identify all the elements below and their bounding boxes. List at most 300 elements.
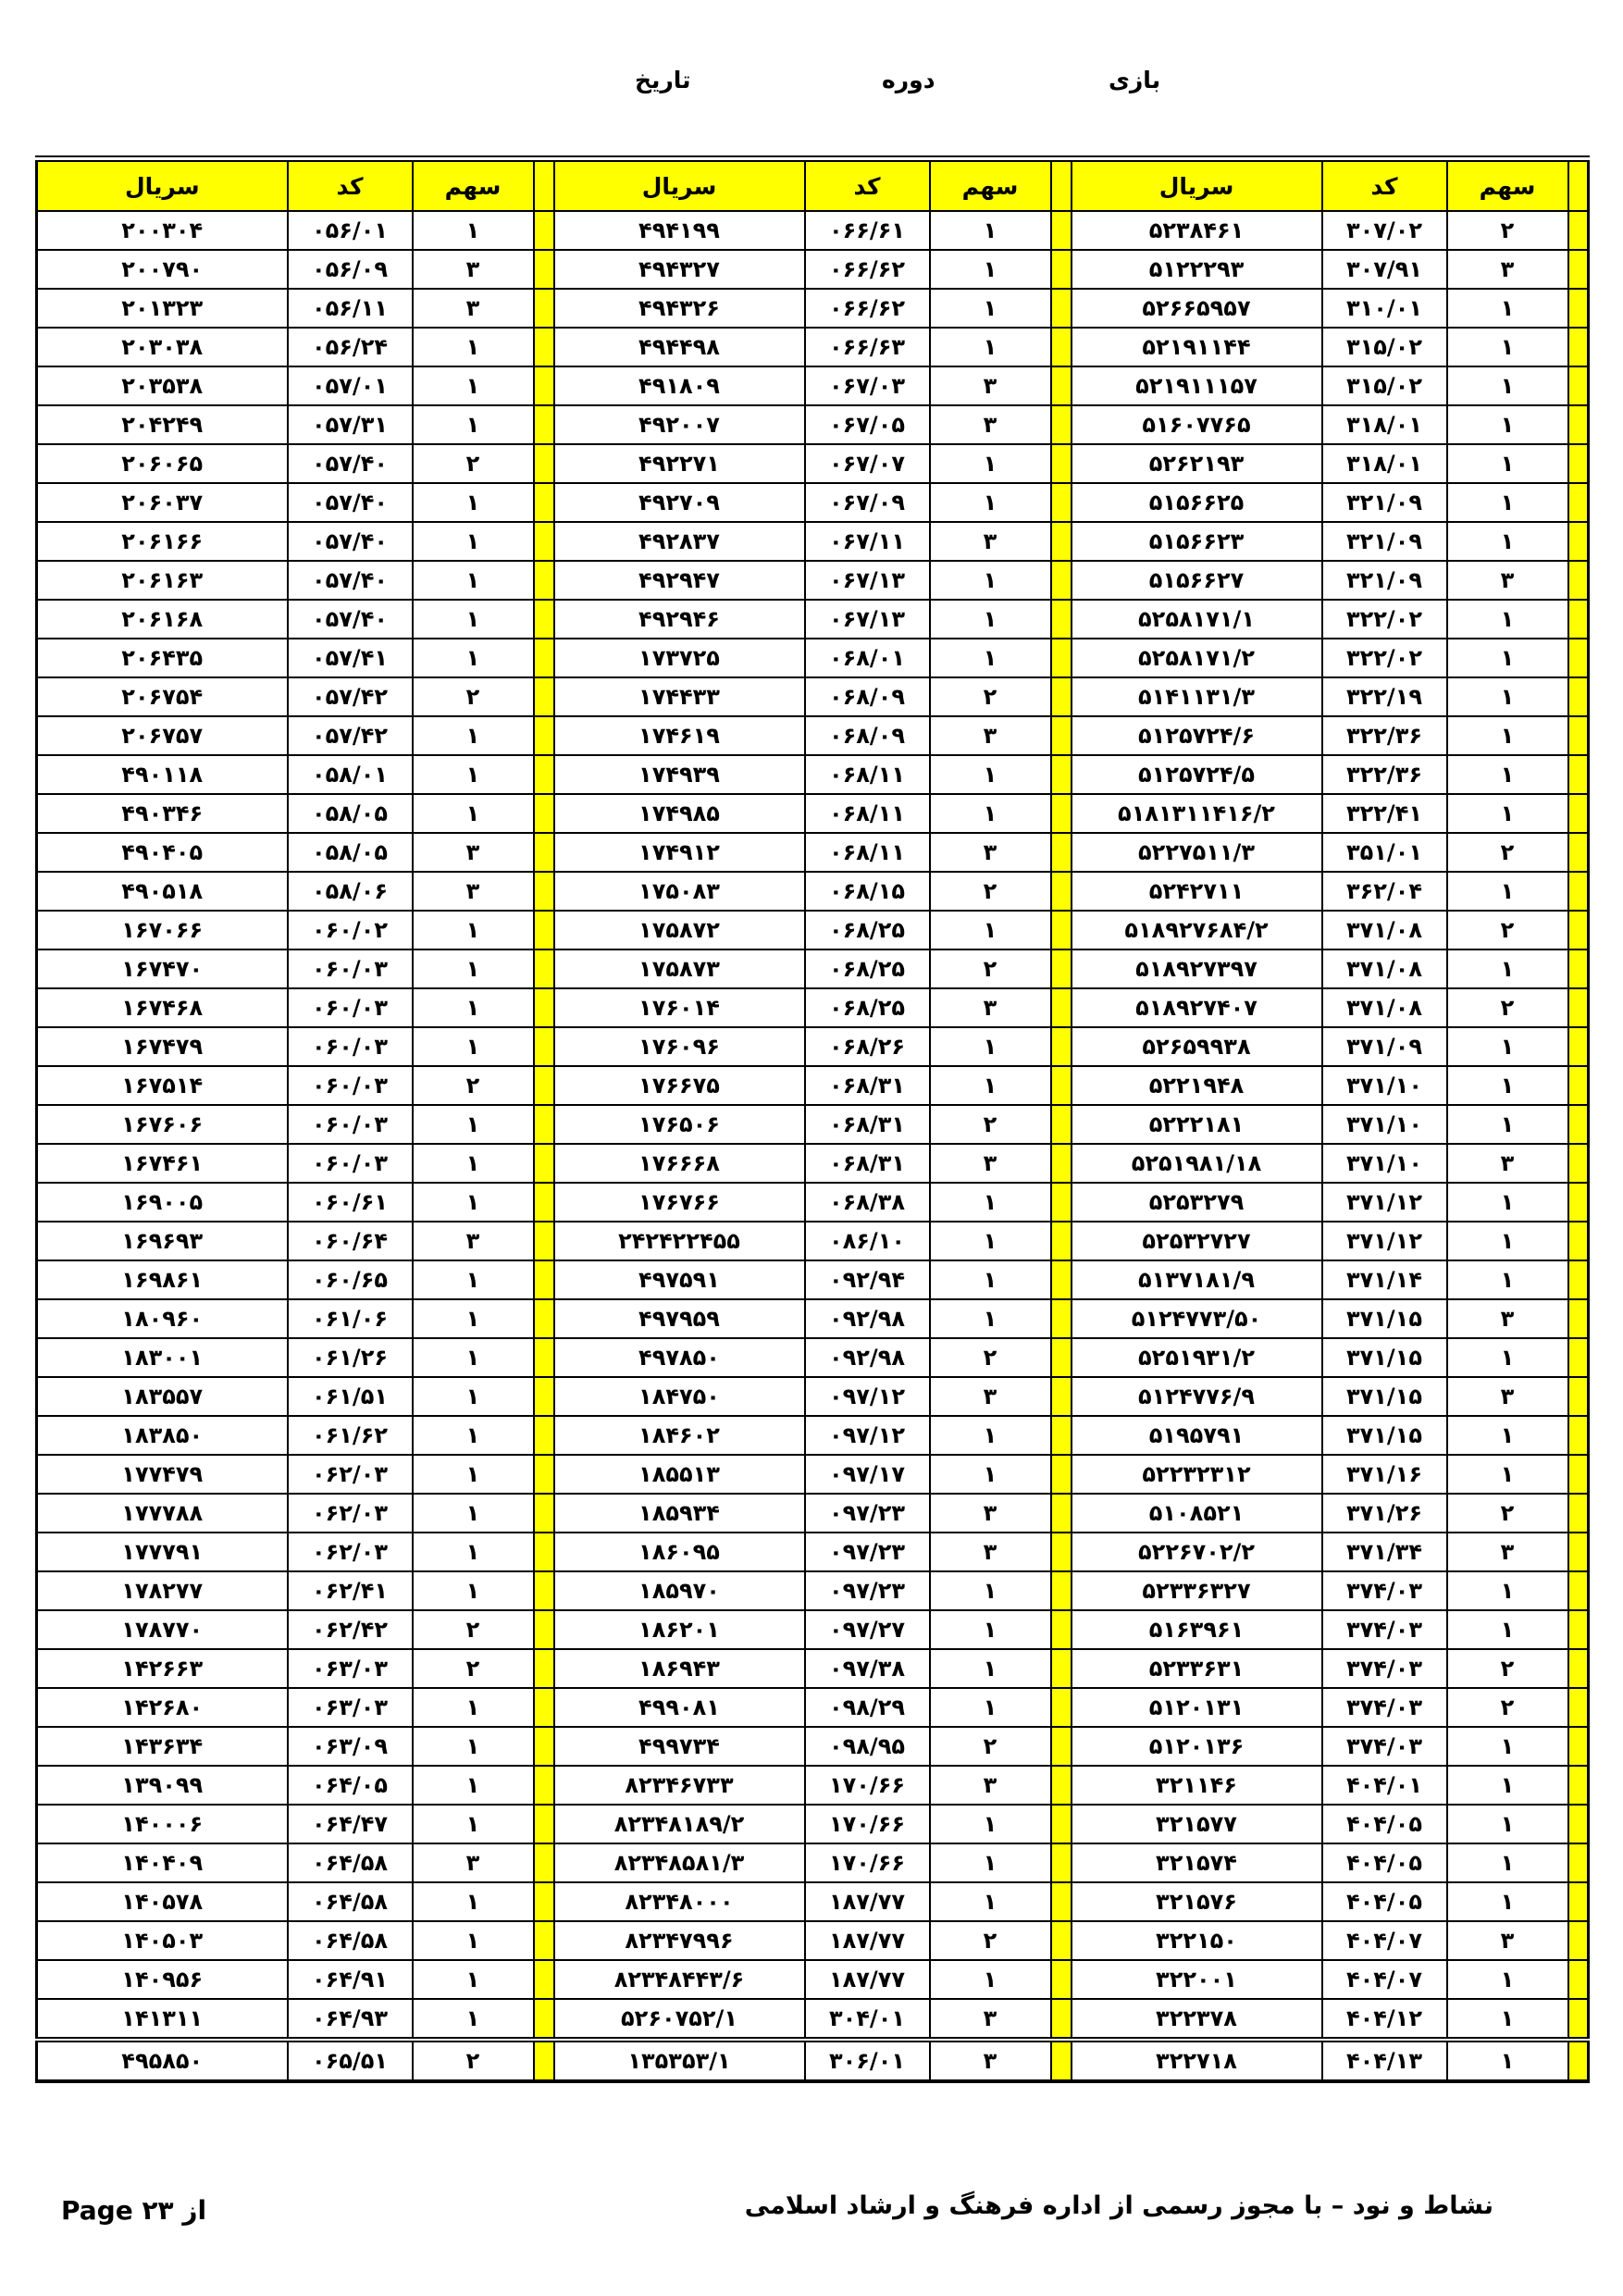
code-cell: ۰۹۷/۱۲ [805,1377,930,1416]
separator-cell [1568,405,1589,444]
code-cell: ۳۷۴/۰۳ [1322,1610,1447,1649]
share-cell: ۳ [413,250,534,289]
code-cell: ۰۶۷/۰۵ [805,405,930,444]
share-cell: ۳ [1447,1377,1568,1416]
code-cell: ۰۶۸/۱۱ [805,833,930,872]
serial-cell: ۱۶۷۴۶۸ [37,988,288,1027]
separator-cell [534,1766,554,1805]
serial-cell: ۸۲۳۴۸۴۴۳/۶ [554,1960,805,1999]
code-cell: ۰۶۱/۲۶ [288,1338,413,1377]
share-cell: ۱ [413,600,534,639]
code-cell: ۰۶۴/۹۳ [288,1999,413,2040]
separator-cell [1051,1882,1072,1921]
share-header: سهم [1447,159,1568,212]
separator-cell [534,1416,554,1455]
share-cell: ۳ [930,405,1051,444]
share-cell: ۱ [413,1727,534,1766]
code-cell: ۰۵۷/۰۱ [288,366,413,405]
serial-cell: ۴۹۱۸۰۹ [554,366,805,405]
serial-cell: ۱۶۹۸۶۱ [37,1260,288,1299]
serial-cell: ۱۷۵۰۸۳ [554,872,805,911]
code-cell: ۳۰۶/۰۱ [805,2040,930,2081]
separator-cell [1568,1960,1589,1999]
serial-cell: ۲۰۰۷۹۰ [37,250,288,289]
code-cell: ۰۶۴/۹۱ [288,1960,413,1999]
share-cell: ۱ [930,1455,1051,1494]
serial-cell: ۵۲۵۳۲۷۹ [1072,1183,1322,1222]
code-cell: ۰۶۸/۱۱ [805,794,930,833]
serial-cell: ۵۲۵۸۱۷۱/۲ [1072,639,1322,677]
serial-cell: ۱۸۳۸۵۰ [37,1416,288,1455]
table-row [37,1649,1589,1688]
separator-cell [534,250,554,289]
serial-cell: ۵۲۶۵۹۹۳۸ [1072,1027,1322,1066]
separator-cell [1568,639,1589,677]
code-cell: ۳۷۱/۱۵ [1322,1338,1447,1377]
code-cell: ۳۷۱/۱۴ [1322,1260,1447,1299]
separator-cell [1568,1610,1589,1649]
separator-cell [1051,1766,1072,1805]
share-cell: ۲ [413,1066,534,1105]
share-cell: ۲ [413,1610,534,1649]
code-cell: ۳۲۲/۰۲ [1322,639,1447,677]
code-cell: ۳۶۲/۰۴ [1322,872,1447,911]
separator-cell [1568,1843,1589,1882]
code-cell: ۳۲۲/۱۹ [1322,677,1447,716]
separator-cell [534,405,554,444]
share-cell: ۱ [413,1494,534,1533]
separator-cell [1568,1260,1589,1299]
code-cell: ۰۶۲/۰۳ [288,1494,413,1533]
separator-cell [1051,2040,1072,2081]
code-cell: ۰۶۸/۱۱ [805,755,930,794]
code-cell: ۰۶۸/۱۵ [805,872,930,911]
share-cell: ۱ [930,328,1051,366]
serial-cell: ۴۹۲۸۳۷ [554,522,805,561]
serial-cell: ۵۱۲۴۷۷۶/۹ [1072,1377,1322,1416]
share-cell: ۱ [413,639,534,677]
serial-cell: ۵۲۲۳۲۳۱۲ [1072,1455,1322,1494]
code-cell: ۰۶۷/۱۳ [805,561,930,600]
serial-cell: ۵۱۲۵۷۲۴/۶ [1072,716,1322,755]
table-row [37,1299,1589,1338]
serial-cell: ۵۲۳۳۶۳۲۷ [1072,1571,1322,1610]
separator-cell [1051,716,1072,755]
serial-cell: ۵۱۵۶۶۲۷ [1072,561,1322,600]
separator-cell [534,211,554,250]
separator-cell [534,794,554,833]
code-cell: ۰۶۴/۵۸ [288,1921,413,1960]
separator-cell [1051,1377,1072,1416]
share-cell: ۳ [1447,1921,1568,1960]
share-cell: ۱ [413,1766,534,1805]
share-cell: ۱ [413,1338,534,1377]
serial-cell: ۱۷۴۹۳۹ [554,755,805,794]
table-row [37,949,1589,988]
table-row [37,1999,1589,2040]
share-cell: ۲ [413,444,534,483]
share-cell: ۱ [1447,716,1568,755]
share-cell: ۲ [1447,911,1568,949]
code-cell: ۰۶۵/۵۱ [288,2040,413,2081]
code-cell: ۳۲۱/۰۹ [1322,561,1447,600]
separator-cell [1051,755,1072,794]
code-cell: ۰۶۲/۰۳ [288,1533,413,1571]
separator-cell [534,949,554,988]
serial-cell: ۵۱۶۰۷۷۶۵ [1072,405,1322,444]
separator-header [1568,159,1589,212]
separator-cell [1568,1338,1589,1377]
share-cell: ۱ [1447,1105,1568,1144]
table-row [37,1105,1589,1144]
share-cell: ۲ [413,2040,534,2081]
code-cell: ۳۷۱/۰۹ [1322,1027,1447,1066]
separator-cell [534,1183,554,1222]
serial-cell: ۱۸۵۵۱۳ [554,1455,805,1494]
share-cell: ۱ [413,366,534,405]
separator-cell [534,328,554,366]
share-cell: ۳ [930,988,1051,1027]
table-row [37,366,1589,405]
serial-cell: ۴۹۲۷۰۹ [554,483,805,522]
serial-cell: ۱۷۸۷۷۰ [37,1610,288,1649]
separator-cell [534,522,554,561]
code-cell: ۰۵۷/۴۰ [288,522,413,561]
table-row [37,2040,1589,2081]
code-cell: ۰۹۷/۱۷ [805,1455,930,1494]
serial-cell: ۴۹۲۹۴۶ [554,600,805,639]
serial-code-share-table [35,155,1590,2083]
code-cell: ۰۶۰/۶۱ [288,1183,413,1222]
code-cell: ۰۶۶/۶۳ [805,328,930,366]
serial-cell: ۳۲۱۵۷۷ [1072,1805,1322,1843]
code-cell: ۱۷۰/۶۶ [805,1766,930,1805]
share-cell: ۳ [413,872,534,911]
separator-cell [1051,600,1072,639]
share-cell: ۲ [413,1649,534,1688]
share-cell: ۱ [413,522,534,561]
code-cell: ۰۹۲/۹۸ [805,1338,930,1377]
separator-cell [534,716,554,755]
table-row [37,1027,1589,1066]
code-cell: ۰۵۸/۰۶ [288,872,413,911]
share-cell: ۲ [930,1727,1051,1766]
share-cell: ۱ [413,911,534,949]
serial-cell: ۱۶۷۴۶۱ [37,1144,288,1183]
code-cell: ۳۲۱/۰۹ [1322,483,1447,522]
serial-cell: ۱۸۳۰۰۱ [37,1338,288,1377]
serial-cell: ۸۲۳۴۸۵۸۱/۳ [554,1843,805,1882]
separator-cell [534,1260,554,1299]
share-cell: ۱ [930,1610,1051,1649]
share-cell: ۱ [1447,794,1568,833]
separator-cell [534,444,554,483]
separator-cell [1568,444,1589,483]
share-cell: ۲ [1447,211,1568,250]
serial-cell: ۱۴۰۰۰۶ [37,1805,288,1843]
code-cell: ۰۹۷/۳۸ [805,1649,930,1688]
serial-cell: ۵۲۴۲۷۱۱ [1072,872,1322,911]
share-cell: ۱ [413,794,534,833]
table-row [37,1455,1589,1494]
share-cell: ۱ [413,1571,534,1610]
separator-cell [1568,755,1589,794]
share-cell: ۳ [413,1843,534,1882]
code-cell: ۰۶۰/۶۵ [288,1260,413,1299]
serial-cell: ۵۲۶۰۷۵۲/۱ [554,1999,805,2040]
code-cell: ۳۰۴/۰۱ [805,1999,930,2040]
separator-cell [1051,639,1072,677]
date-label: تاریخ [635,67,691,93]
serial-cell: ۵۱۸۹۲۷۴۰۷ [1072,988,1322,1027]
serial-cell: ۲۰۶۰۶۵ [37,444,288,483]
serial-cell: ۱۷۷۷۸۸ [37,1494,288,1533]
separator-cell [1568,1649,1589,1688]
code-cell: ۰۵۷/۴۱ [288,639,413,677]
table-row [37,1416,1589,1455]
serial-cell: ۱۸۳۵۵۷ [37,1377,288,1416]
serial-cell: ۴۹۹۰۸۱ [554,1688,805,1727]
table-row [37,1066,1589,1105]
serial-cell: ۵۲۵۱۹۸۱/۱۸ [1072,1144,1322,1183]
separator-cell [1568,794,1589,833]
table-row [37,444,1589,483]
code-cell: ۰۶۰/۶۴ [288,1222,413,1260]
separator-cell [1568,600,1589,639]
code-cell: ۰۶۰/۰۲ [288,911,413,949]
serial-cell: ۴۹۲۲۷۱ [554,444,805,483]
share-cell: ۱ [1447,1610,1568,1649]
serial-cell: ۳۲۲۰۰۱ [1072,1960,1322,1999]
separator-cell [534,1921,554,1960]
separator-cell [1051,1688,1072,1727]
share-cell: ۲ [930,949,1051,988]
share-cell: ۱ [1447,1843,1568,1882]
share-cell: ۱ [413,1105,534,1144]
serial-cell: ۱۷۵۸۷۲ [554,911,805,949]
separator-cell [1051,366,1072,405]
serial-cell: ۲۰۳۰۳۸ [37,328,288,366]
serial-cell: ۱۴۲۶۶۳ [37,1649,288,1688]
share-cell: ۳ [1447,561,1568,600]
share-cell: ۱ [930,1027,1051,1066]
serial-cell: ۱۴۰۹۵۶ [37,1960,288,1999]
code-cell: ۰۶۸/۲۵ [805,988,930,1027]
separator-cell [1568,1416,1589,1455]
share-cell: ۳ [1447,1533,1568,1571]
share-cell: ۱ [1447,639,1568,677]
code-cell: ۱۷۰/۶۶ [805,1805,930,1843]
table-row [37,1727,1589,1766]
separator-cell [1568,289,1589,328]
serial-cell: ۱۷۵۸۷۳ [554,949,805,988]
share-cell: ۱ [1447,289,1568,328]
separator-cell [534,911,554,949]
code-cell: ۱۸۷/۷۷ [805,1921,930,1960]
serial-cell: ۱۸۴۷۵۰ [554,1377,805,1416]
share-cell: ۱ [1447,677,1568,716]
share-cell: ۱ [413,1960,534,1999]
separator-cell [534,1999,554,2040]
serial-cell: ۲۰۶۷۵۴ [37,677,288,716]
table-row [37,833,1589,872]
share-cell: ۳ [930,716,1051,755]
share-cell: ۱ [930,600,1051,639]
share-header: سهم [930,159,1051,212]
serial-cell: ۴۹۴۳۲۷ [554,250,805,289]
serial-cell: ۱۷۴۴۳۳ [554,677,805,716]
code-cell: ۳۷۱/۱۰ [1322,1105,1447,1144]
separator-cell [534,755,554,794]
separator-cell [1568,911,1589,949]
code-cell: ۳۵۱/۰۱ [1322,833,1447,872]
page-footer [0,2191,1623,2238]
separator-cell [534,1455,554,1494]
share-cell: ۲ [1447,1494,1568,1533]
serial-cell: ۵۱۲۵۷۲۴/۵ [1072,755,1322,794]
code-cell: ۳۷۱/۳۴ [1322,1533,1447,1571]
separator-cell [1568,1688,1589,1727]
share-cell: ۱ [413,1533,534,1571]
code-cell: ۳۷۱/۰۸ [1322,988,1447,1027]
table-row [37,1688,1589,1727]
share-cell: ۳ [930,1377,1051,1416]
separator-cell [1051,1999,1072,2040]
code-cell: ۳۰۷/۹۱ [1322,250,1447,289]
serial-cell: ۴۹۹۷۳۴ [554,1727,805,1766]
table-row [37,988,1589,1027]
table-body [37,211,1589,2081]
serial-cell: ۵۱۴۱۱۳۱/۳ [1072,677,1322,716]
code-cell: ۳۷۱/۱۵ [1322,1416,1447,1455]
separator-cell [1051,1494,1072,1533]
share-cell: ۱ [1447,1727,1568,1766]
separator-cell [1051,872,1072,911]
share-cell: ۱ [1447,1960,1568,1999]
share-cell: ۳ [413,1222,534,1260]
code-cell: ۰۶۲/۰۳ [288,1455,413,1494]
code-header: کد [288,159,413,212]
table-row [37,872,1589,911]
share-cell: ۲ [930,677,1051,716]
table-row [37,522,1589,561]
code-cell: ۰۶۸/۲۵ [805,911,930,949]
code-cell: ۰۶۸/۳۸ [805,1183,930,1222]
serial-cell: ۴۹۰۴۰۵ [37,833,288,872]
separator-cell [1568,1571,1589,1610]
share-cell: ۱ [1447,1066,1568,1105]
code-cell: ۰۶۴/۵۸ [288,1843,413,1882]
separator-cell [534,1377,554,1416]
share-cell: ۱ [413,1144,534,1183]
code-cell: ۰۶۳/۰۳ [288,1688,413,1727]
serial-cell: ۵۱۲۲۲۹۳ [1072,250,1322,289]
separator-cell [1051,911,1072,949]
share-cell: ۱ [1447,1766,1568,1805]
serial-cell: ۱۸۵۹۷۰ [554,1571,805,1610]
separator-cell [534,1533,554,1571]
serial-cell: ۳۲۲۱۵۰ [1072,1921,1322,1960]
share-cell: ۱ [1447,600,1568,639]
share-cell: ۱ [413,1377,534,1416]
separator-cell [534,600,554,639]
separator-cell [1568,561,1589,600]
separator-cell [534,1299,554,1338]
code-cell: ۰۶۶/۶۲ [805,289,930,328]
share-cell: ۱ [413,1455,534,1494]
code-cell: ۰۹۸/۲۹ [805,1688,930,1727]
table-row [37,1843,1589,1882]
footer-license-text: نشاط و نود – با مجوز رسمی از اداره فرهنگ و ارشاد اسلامی [744,2191,1493,2220]
share-cell: ۳ [930,1766,1051,1805]
separator-cell [1051,1805,1072,1843]
code-cell: ۳۱۸/۰۱ [1322,444,1447,483]
separator-cell [1568,1105,1589,1144]
table-row [37,1571,1589,1610]
serial-cell: ۲۰۳۵۳۸ [37,366,288,405]
code-cell: ۱۸۷/۷۷ [805,1960,930,1999]
code-cell: ۰۵۸/۰۵ [288,794,413,833]
share-cell: ۱ [930,1571,1051,1610]
share-cell: ۱ [1447,1805,1568,1843]
separator-cell [1568,988,1589,1027]
share-cell: ۱ [1447,872,1568,911]
share-cell: ۳ [413,833,534,872]
code-cell: ۳۲۲/۳۶ [1322,716,1447,755]
code-cell: ۴۰۴/۰۷ [1322,1921,1447,1960]
share-cell: ۳ [930,1999,1051,2040]
separator-cell [1051,1649,1072,1688]
code-cell: ۰۶۴/۰۵ [288,1766,413,1805]
share-cell: ۱ [1447,483,1568,522]
separator-cell [534,988,554,1027]
table-row [37,483,1589,522]
serial-cell: ۵۱۲۰۱۳۶ [1072,1727,1322,1766]
serial-cell: ۴۹۴۱۹۹ [554,211,805,250]
share-cell: ۱ [1447,1416,1568,1455]
code-cell: ۰۶۸/۰۹ [805,716,930,755]
code-cell: ۳۱۸/۰۱ [1322,405,1447,444]
share-cell: ۱ [413,1805,534,1843]
code-cell: ۰۶۷/۱۳ [805,600,930,639]
separator-cell [534,833,554,872]
share-cell: ۱ [930,444,1051,483]
separator-cell [1568,366,1589,405]
serial-cell: ۴۹۷۵۹۱ [554,1260,805,1299]
separator-cell [534,366,554,405]
share-cell: ۱ [1447,1183,1568,1222]
serial-cell: ۵۲۲۱۹۴۸ [1072,1066,1322,1105]
share-cell: ۱ [930,1649,1051,1688]
table-row [37,600,1589,639]
serial-cell: ۵۱۰۸۵۲۱ [1072,1494,1322,1533]
separator-cell [1568,1299,1589,1338]
separator-cell [1568,1533,1589,1571]
share-cell: ۱ [1447,1882,1568,1921]
serial-cell: ۱۷۶۶۷۵ [554,1066,805,1105]
serial-cell: ۸۲۳۴۶۷۳۳ [554,1766,805,1805]
share-cell: ۱ [930,639,1051,677]
separator-cell [534,1027,554,1066]
separator-cell [1051,405,1072,444]
separator-cell [534,1222,554,1260]
serial-cell: ۲۰۶۰۳۷ [37,483,288,522]
serial-cell: ۴۹۵۸۵۰ [37,2040,288,2081]
separator-cell [1051,1027,1072,1066]
separator-cell [534,872,554,911]
serial-cell: ۸۲۳۴۸۱۸۹/۲ [554,1805,805,1843]
separator-cell [1051,444,1072,483]
